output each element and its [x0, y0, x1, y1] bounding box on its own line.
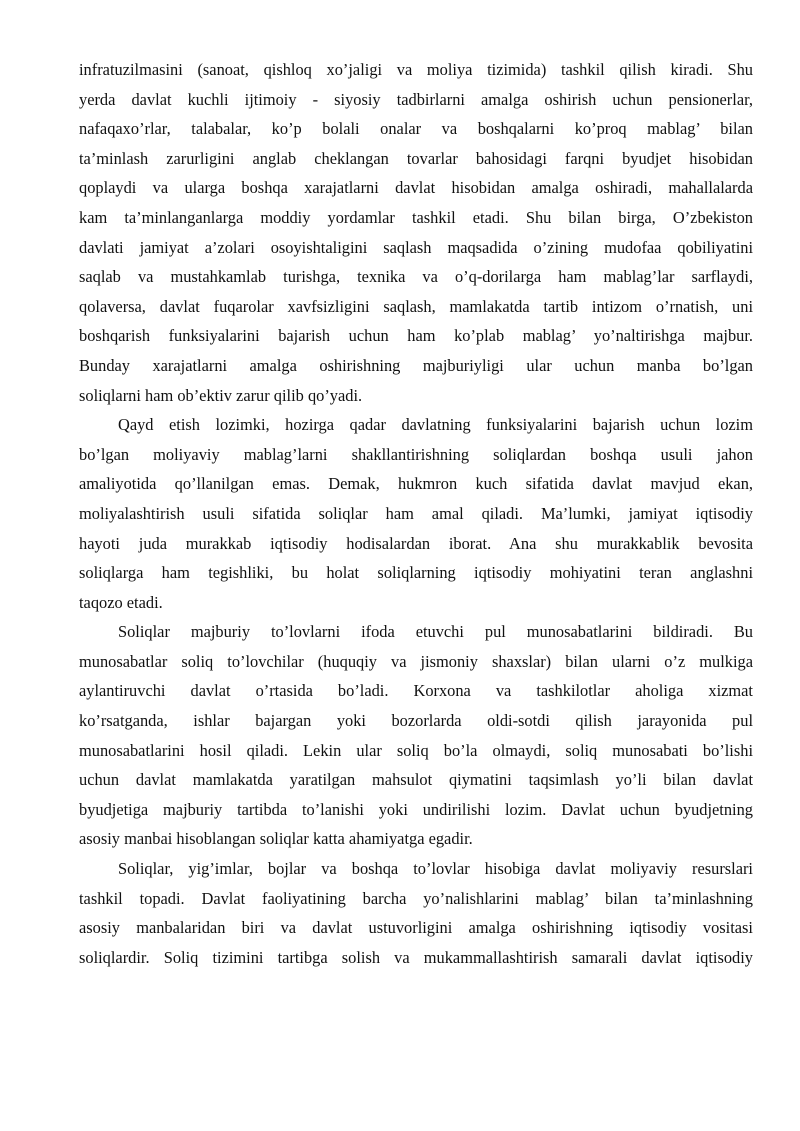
text-line: Soliqlar majburiy to’lovlarni ifoda etuvchi pul munosabatlarini bildiradi. Bu — [118, 622, 753, 642]
text-line: munosabatlarini hosil qiladi. Lekin ular soliq bo’la olmaydi, soliq munosabati bo’lishi — [79, 740, 753, 760]
text-line: yerda davlat kuchli ijtimoiy - siyosiy tadbirlarni amalga oshirish uchun pensionerlar, — [79, 89, 753, 109]
text-line: kam ta’minlanganlarga moddiy yordamlar tashkil etadi. Shu bilan birga, O’zbekiston — [79, 207, 753, 227]
text-line: asosiy manbalaridan biri va davlat ustuvorligini amalga oshirishning iqtisodiy vositasi — [79, 918, 753, 938]
text-line: bo’lgan moliyaviy mablag’larni shakllantirishning soliqlardan boshqa usuli jahon — [79, 444, 753, 464]
text-line: tashkil topadi. Davlat faoliyatining barcha yo’nalishlarini mablag’ bilan ta’minlashning — [79, 888, 753, 908]
paragraph-3 — [79, 617, 753, 854]
text-line: asosiy manbai hisoblangan soliqlar katta ahamiyatga egadir. — [79, 829, 473, 849]
text-line: qoplaydi va ularga boshqa xarajatlarni davlat hisobidan amalga oshiradi, mahallalarda — [79, 178, 753, 198]
text-line: taqozo etadi. — [79, 592, 163, 612]
text-line: Bunday xarajatlarni amalga oshirishning majburiyligi ular uchun manba bo’lgan — [79, 355, 753, 375]
text-line: munosabatlar soliq to’lovchilar (huquqiy va jismoniy shaxslar) bilan ularni o’z mulkiga — [79, 651, 753, 671]
text-line: qolaversa, davlat fuqarolar xavfsizligini saqlash, mamlakatda tartib intizom o’rnatish, uni — [79, 296, 753, 316]
text-line: byudjetiga majburiy tartibda to’lanishi yoki undirilishi lozim. Davlat uchun byudjetning — [79, 799, 753, 819]
text-line: moliyalashtirish usuli sifatida soliqlar ham amal qiladi. Ma’lumki, jamiyat iqtisodiy — [79, 503, 753, 523]
text-line: uchun davlat mamlakatda yaratilgan mahsulot qiymatini taqsimlash yo’li bilan davlat — [79, 770, 753, 790]
document-page — [79, 55, 753, 972]
text-line: soliqlardir. Soliq tizimini tartibga solish va mukammallashtirish samarali davlat iqtisodiy — [79, 947, 753, 967]
text-line: infratuzilmasini (sanoat, qishloq xo’jaligi va moliya tizimida) tashkil qilish kiradi. Shu — [79, 60, 753, 79]
text-line: boshqarish funksiyalarini bajarish uchun ham ko’plab mablag’ yo’naltirishga majbur. — [79, 326, 753, 346]
paragraph-2 — [79, 410, 753, 617]
text-line: saqlab va mustahkamlab turishga, texnika va o’q-dorilarga ham mablag’lar sarflaydi, — [79, 267, 753, 287]
text-line: soliqlarga ham tegishliki, bu holat soliqlarning iqtisodiy mohiyatini teran anglashni — [79, 563, 753, 583]
text-line: ko’rsatganda, ishlar bajargan yoki bozorlarda oldi-sotdi qilish jarayonida pul — [79, 711, 753, 731]
text-line: ta’minlash zarurligini anglab cheklangan tovarlar bahosidagi farqni byudjet hisobidan — [79, 148, 753, 168]
paragraph-1 — [79, 55, 753, 410]
text-line: nafaqaxo’rlar, talabalar, ko’p bolali onalar va boshqalarni ko’proq mablag’ bilan — [79, 119, 753, 139]
text-line: Qayd etish lozimki, hozirga qadar davlatning funksiyalarini bajarish uchun lozim — [118, 415, 753, 435]
text-line: soliqlarni ham ob’ektiv zarur qilib qo’yadi. — [79, 385, 363, 405]
text-line: amaliyotida qo’llanilgan emas. Demak, hukmron kuch sifatida davlat mavjud ekan, — [79, 474, 753, 494]
text-line: aylantiruvchi davlat o’rtasida bo’ladi. Korxona va tashkilotlar aholiga xizmat — [79, 681, 753, 701]
text-line: hayoti juda murakkab iqtisodiy hodisalardan iborat. Ana shu murakkablik bevosita — [79, 533, 753, 553]
paragraph-4 — [79, 854, 753, 972]
text-line: Soliqlar, yig’imlar, bojlar va boshqa to’lovlar hisobiga davlat moliyaviy resurslari — [118, 859, 753, 879]
text-line: davlati jamiyat a’zolari osoyishtaligini saqlash maqsadida o’zining mudofaa qobiliyatini — [79, 237, 753, 257]
